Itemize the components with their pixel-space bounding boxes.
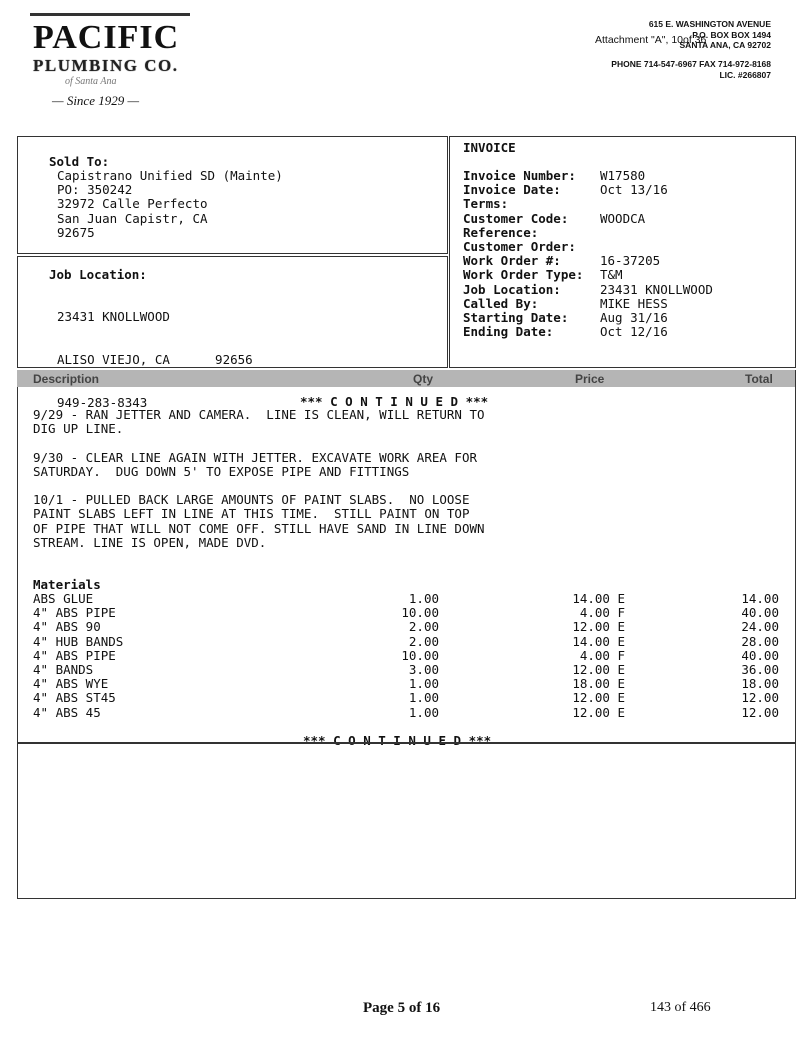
material-total: 36.00 [741, 661, 779, 677]
invoice-field-row [463, 212, 793, 226]
material-total: 28.00 [741, 633, 779, 649]
company-logo [30, 13, 190, 108]
invoice-field-value: MIKE HESS [600, 295, 668, 311]
logo-since: — Since 1929 — [52, 93, 140, 108]
material-price: 14.00 E [572, 633, 625, 649]
invoice-fields [463, 169, 793, 339]
invoice-field-value: Aug 31/16 [600, 309, 668, 325]
invoice-field-label: Work Order #: [463, 253, 561, 269]
material-price: 4.00 F [579, 605, 625, 621]
sold-to-line: 92675 [57, 224, 95, 240]
invoice-field-label: Terms: [463, 196, 509, 212]
invoice-field-value: T&M [600, 267, 623, 283]
invoice-field-row [463, 226, 793, 240]
phone-fax-line: PHONE 714-547-6967 FAX 714-972-8168 [611, 59, 771, 69]
note-line: SATURDAY. DUG DOWN 5' TO EXPOSE PIPE AND FITTINGS [33, 463, 410, 479]
material-price: 14.00 E [572, 591, 625, 606]
logo-top-bar [30, 13, 190, 16]
material-qty: 1.00 [408, 704, 439, 720]
material-desc: 4" ABS 90 [33, 619, 101, 635]
material-desc: 4" ABS ST45 [33, 690, 116, 706]
invoice-field-label: Reference: [463, 224, 539, 240]
invoice-field-row [463, 240, 793, 254]
header-description: Description [33, 372, 100, 386]
invoice-field-value: 16-37205 [600, 253, 661, 269]
invoice-field-label: Invoice Date: [463, 182, 561, 198]
material-price: 12.00 E [572, 704, 625, 720]
attachment-label: Attachment "A", 10of 36 [595, 34, 707, 46]
note-line: DIG UP LINE. [33, 421, 124, 437]
material-row [0, 606, 807, 620]
invoice-field-value: Oct 13/16 [600, 182, 668, 198]
material-price: 4.00 F [579, 647, 625, 663]
sold-to-line: 32972 Calle Perfecto [57, 196, 208, 212]
header-total: Total [745, 372, 773, 386]
invoice-field-label: Called By: [463, 295, 539, 311]
note-line [33, 436, 485, 450]
note-line [33, 479, 485, 493]
address-line3: SANTA ANA, CA 92702 [679, 40, 771, 50]
material-row [0, 649, 807, 663]
page-number: Page 5 of 16 [363, 1000, 441, 1016]
material-row [0, 691, 807, 705]
invoice-field-label: Work Order Type: [463, 267, 584, 283]
material-qty: 1.00 [408, 676, 439, 692]
invoice-field-label: Customer Code: [463, 210, 569, 226]
company-phone [611, 59, 771, 80]
material-row [0, 706, 807, 720]
material-desc: 4" ABS PIPE [33, 605, 116, 621]
materials-label: Materials [33, 577, 101, 592]
table-header [17, 370, 795, 387]
material-desc: 4" ABS WYE [33, 676, 109, 692]
invoice-field-row [463, 183, 793, 197]
material-desc: 4" HUB BANDS [33, 633, 124, 649]
continued-bottom: *** C O N T I N U E D *** [303, 733, 492, 748]
empty-lower-box [17, 742, 796, 899]
invoice-field-label: Starting Date: [463, 309, 569, 325]
material-total: 14.00 [741, 591, 779, 606]
invoice-field-label: Invoice Number: [463, 168, 576, 183]
invoice-field-row [463, 311, 793, 325]
invoice-title: INVOICE [463, 140, 516, 155]
materials-list [0, 592, 807, 720]
material-qty: 1.00 [408, 690, 439, 706]
invoice-field-value: 23431 KNOLLWOOD [600, 281, 713, 297]
material-qty: 3.00 [408, 661, 439, 677]
note-line: STREAM. LINE IS OPEN, MADE DVD. [33, 534, 267, 550]
invoice-field-row [463, 254, 793, 268]
sold-to-label: Sold To: [49, 154, 110, 169]
job-location-label: Job Location: [49, 267, 147, 282]
material-price: 12.00 E [572, 619, 625, 635]
document-count: 143 of 466 [650, 1000, 711, 1015]
material-row [0, 663, 807, 677]
material-row [0, 677, 807, 691]
material-qty: 10.00 [401, 647, 439, 663]
invoice-field-value: WOODCA [600, 210, 646, 226]
header-price: Price [575, 372, 605, 386]
material-row [0, 592, 807, 606]
continued-top: *** C O N T I N U E D *** [300, 394, 489, 409]
note-line: PAINT SLABS LEFT IN LINE AT THIS TIME. STILL PAINT ON TOP [33, 506, 470, 522]
invoice-field-label: Job Location: [463, 281, 561, 297]
invoice-field-row [463, 297, 793, 311]
invoice-info-box [449, 136, 796, 368]
material-row [0, 620, 807, 634]
material-row [0, 635, 807, 649]
material-price: 12.00 E [572, 661, 625, 677]
invoice-field-value: W17580 [600, 168, 646, 183]
invoice-field-row [463, 268, 793, 282]
material-total: 24.00 [741, 619, 779, 635]
sold-to-box [17, 136, 448, 254]
sold-to-line: San Juan Capistr, CA [57, 210, 208, 226]
license-line: LIC. #266807 [719, 69, 771, 80]
material-total: 12.00 [741, 704, 779, 720]
material-qty: 1.00 [408, 591, 439, 606]
invoice-field-label: Customer Order: [463, 238, 576, 254]
sold-to-lines [57, 169, 283, 240]
material-total: 12.00 [741, 690, 779, 706]
header-qty: Qty [413, 372, 434, 386]
invoice-field-label: Ending Date: [463, 324, 554, 340]
job-location-line: 23431 KNOLLWOOD [57, 309, 170, 325]
work-notes [33, 408, 485, 550]
note-line: 10/1 - PULLED BACK LARGE AMOUNTS OF PAINT SLABS. NO LOOSE [33, 492, 470, 508]
logo-name-line1: PACIFIC [33, 19, 180, 56]
material-desc: ABS GLUE [33, 591, 94, 606]
invoice-field-row [463, 197, 793, 211]
material-qty: 2.00 [408, 619, 439, 635]
material-desc: 4" ABS PIPE [33, 647, 116, 663]
sold-to-line: Capistrano Unified SD (Mainte) [57, 168, 283, 183]
invoice-field-row [463, 325, 793, 339]
logo-name-line2: PLUMBING CO. [33, 56, 179, 75]
job-location-line: ALISO VIEJO, CA 92656 [57, 352, 253, 368]
note-line: 9/30 - CLEAR LINE AGAIN WITH JETTER. EXCAVATE WORK AREA FOR [33, 449, 478, 465]
material-qty: 2.00 [408, 633, 439, 649]
sold-to-line: PO: 350242 [57, 182, 133, 198]
note-line: 9/29 - RAN JETTER AND CAMERA. LINE IS CLEAN, WILL RETURN TO [33, 407, 485, 422]
invoice-field-row [463, 283, 793, 297]
since-text: Since 1929 [66, 93, 125, 108]
logo-tagline: of Santa Ana [65, 76, 117, 87]
note-line: OF PIPE THAT WILL NOT COME OFF. STILL HAVE SAND IN LINE DOWN [33, 520, 485, 536]
material-total: 40.00 [741, 647, 779, 663]
material-price: 12.00 E [572, 690, 625, 706]
material-desc: 4" ABS 45 [33, 704, 101, 720]
invoice-field-row [463, 169, 793, 183]
address-line2: P.O. BOX BOX 1494 [692, 29, 771, 40]
material-desc: 4" BANDS [33, 661, 94, 677]
material-total: 18.00 [741, 676, 779, 692]
material-qty: 10.00 [401, 605, 439, 621]
material-price: 18.00 E [572, 676, 625, 692]
material-total: 40.00 [741, 605, 779, 621]
address-line1: 615 E. WASHINGTON AVENUE [648, 19, 771, 29]
invoice-field-value: Oct 12/16 [600, 324, 668, 340]
job-location-line: 949-283-8343 [57, 394, 148, 410]
